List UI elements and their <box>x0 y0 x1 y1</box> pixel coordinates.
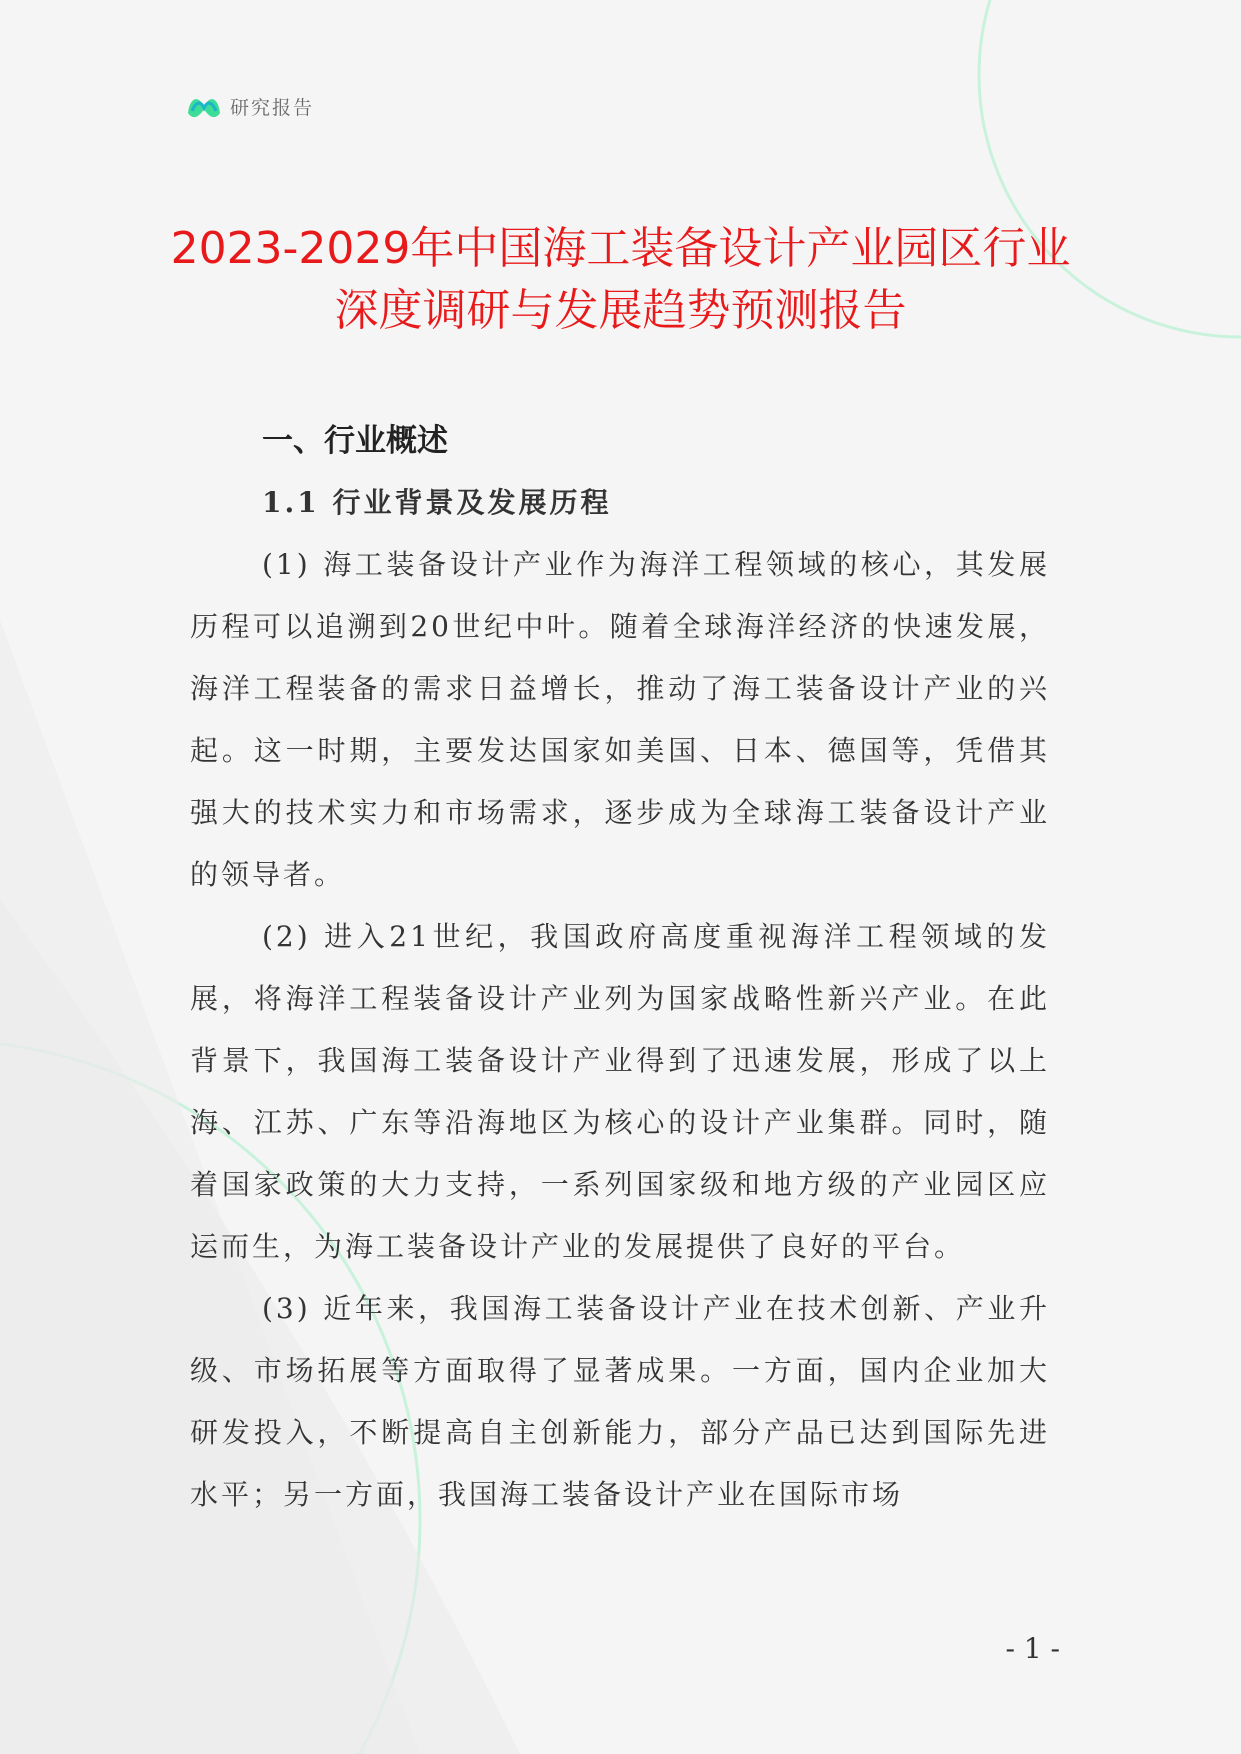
document-title: 2023-2029年中国海工装备设计产业园区行业深度调研与发展趋势预测报告 <box>170 223 1071 336</box>
paragraph-2: (2) 进入21世纪，我国政府高度重视海洋工程领域的发展，将海洋工程装备设计产业列为国家战略性新兴产业。在此背景下，我国海工装备设计产业得到了迅速发展，形成了以上海、江苏、广东等沿海地区为核心的设计产业集群。同时，随着国家政策的大力支持，一系列国家级和地方级的产业园区应运而生，为海工装备设计产业的发展提供了良好的平台。 <box>190 920 1050 1263</box>
brand-logo-icon <box>186 91 222 121</box>
header <box>186 88 314 124</box>
page-number: - 1 - <box>1005 1632 1060 1665</box>
document-body <box>190 410 1050 1526</box>
header-label: 研究报告 <box>230 96 315 119</box>
section-heading: 一、行业概述 <box>262 423 448 459</box>
paragraph-1: (1) 海工装备设计产业作为海洋工程领域的核心，其发展历程可以追溯到20世纪中叶。随着全球海洋经济的快速发展，海洋工程装备的需求日益增长，推动了海工装备设计产业的兴起。这一时期，主要发达国家如美国、日本、德国等，凭借其强大的技术实力和市场需求，逐步成为全球海工装备设计产业的领导者。 <box>190 548 1050 891</box>
subsection-heading: 1.1 行业背景及发展历程 <box>262 486 612 519</box>
paragraph-3: (3) 近年来，我国海工装备设计产业在技术创新、产业升级、市场拓展等方面取得了显著成果。一方面，国内企业加大研发投入，不断提高自主创新能力，部分产品已达到国际先进水平；另一方面，我国海工装备设计产业在国际市场 <box>190 1292 1050 1511</box>
